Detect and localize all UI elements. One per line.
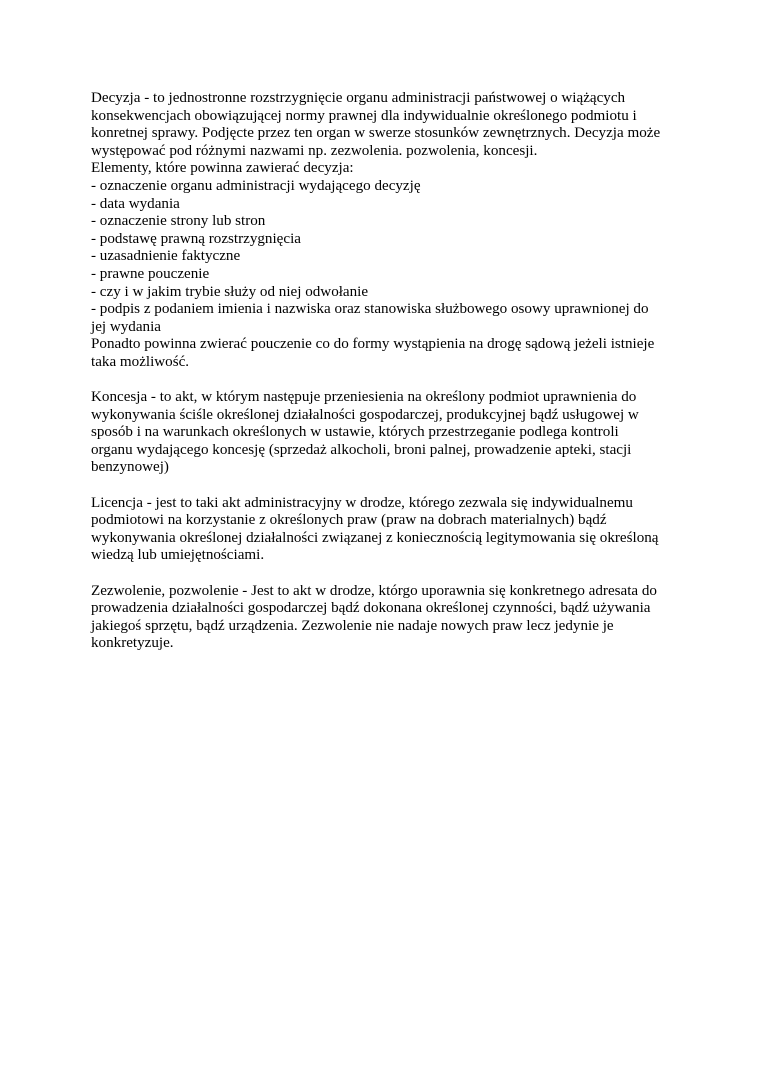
list-item: - oznaczenie strony lub stron bbox=[91, 213, 266, 230]
text-line: wykonywania określonej działalności związanej z koniecznością legitymowania się określoną bbox=[91, 529, 659, 546]
document-body bbox=[91, 90, 681, 671]
zezwolenie-paragraph bbox=[91, 583, 681, 653]
text-line: Decyzja - to jednostronne rozstrzygnięcie organu administracji państwowej o wiążących bbox=[91, 90, 626, 106]
text-line: konkretyzuje. bbox=[91, 635, 174, 652]
list-item: - uzasadnienie faktyczne bbox=[91, 248, 241, 265]
list-item: - podstawę prawną rozstrzygnięcia bbox=[91, 230, 301, 247]
list-heading: Elementy, które powinna zawierać decyzja: bbox=[91, 160, 354, 177]
decyzja-paragraph bbox=[91, 90, 681, 372]
koncesja-paragraph bbox=[91, 389, 681, 477]
text-line: jej wydania bbox=[91, 318, 161, 335]
text-line: Ponadto powinna zwierać pouczenie co do formy wystąpienia na drogę sądową jeżeli istnieje bbox=[91, 336, 655, 353]
text-line: podmiotowi na korzystanie z określonych praw (praw na dobrach materialnych) bądź bbox=[91, 512, 607, 529]
list-item: - podpis z podaniem imienia i nazwiska oraz stanowiska służbowego osowy uprawnionej do bbox=[91, 301, 649, 318]
licencja-paragraph bbox=[91, 495, 681, 565]
text-line: Zezwolenie, pozwolenie - Jest to akt w drodze, którgo uporawnia się konkretnego adresata do bbox=[91, 582, 657, 599]
text-line: sposób i na warunkach określonych w ustawie, których przestrzeganie podlega kontroli bbox=[91, 424, 619, 441]
text-line: występować pod różnymi nazwami np. zezwolenia. pozwolenia, koncesji. bbox=[91, 142, 538, 159]
text-line: Licencja - jest to taki akt administracyjny w drodze, którego zezwala się indywidualnemu bbox=[91, 494, 633, 511]
text-line: jakiegoś sprzętu, bądź urządzenia. Zezwolenie nie nadaje nowych praw lecz jedynie je bbox=[91, 617, 614, 634]
text-line: konsekwencjach obowiązującej normy prawnej dla indywidualnie określonego podmiotu i bbox=[91, 107, 637, 124]
text-line: taka możliwość. bbox=[91, 353, 190, 370]
list-item: - data wydania bbox=[91, 195, 180, 212]
text-line: Koncesja - to akt, w którym następuje przeniesienia na określony podmiot uprawnienia do bbox=[91, 389, 637, 406]
list-item: - czy i w jakim trybie służy od niej odwołanie bbox=[91, 283, 369, 300]
list-item: - prawne pouczenie bbox=[91, 265, 210, 282]
text-line: prowadzenia działalności gospodarczej bądź dokonana określonej czynności, bądź używania bbox=[91, 600, 651, 617]
list-item: - oznaczenie organu administracji wydającego decyzję bbox=[91, 177, 421, 194]
text-line: benzynowej) bbox=[91, 459, 169, 476]
text-line: wiedzą lub umiejętnościami. bbox=[91, 547, 265, 564]
text-line: organu wydającego koncesję (sprzedaż alkocholi, broni palnej, prowadzenie apteki, stacji bbox=[91, 441, 632, 458]
text-line: konretnej sprawy. Podjęcte przez ten organ w swerze stosunków zewnętrznych. Decyzja może bbox=[91, 125, 661, 142]
text-line: wykonywania ściśle określonej działalności gospodarczej, produkcyjnej bądź usługowej w bbox=[91, 406, 639, 423]
